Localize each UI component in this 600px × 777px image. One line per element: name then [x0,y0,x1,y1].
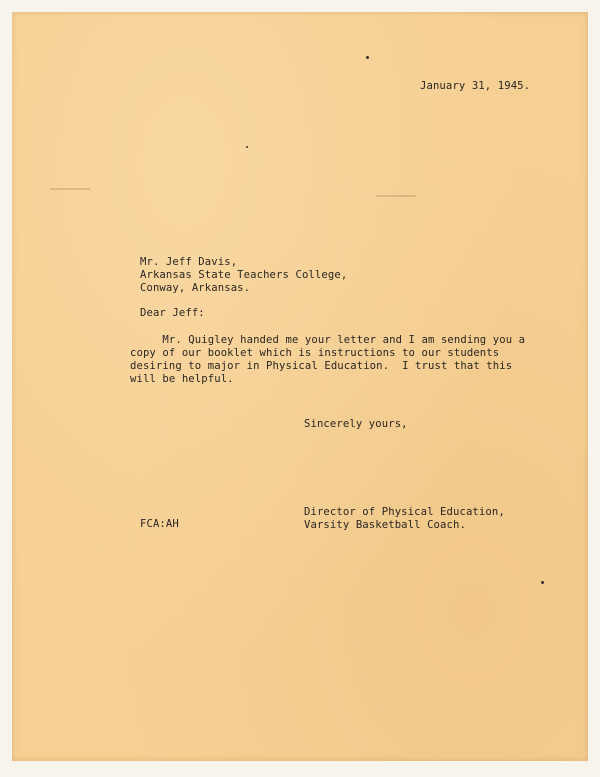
signature-title-line-2: Varsity Basketball Coach. [304,519,466,531]
recipient-city: Conway, Arkansas. [140,282,251,294]
closing: Sincerely yours, [304,418,408,430]
reference-initials: FCA:AH [140,518,179,530]
body-line-1: Mr. Quigley handed me your letter and I am sending you a [130,334,526,346]
paper-mark [376,195,416,197]
paper-speck [246,146,248,148]
recipient-institution: Arkansas State Teachers College, [140,269,348,281]
signature-title-line-1: Director of Physical Education, [304,506,505,518]
body-line-2: copy of our booklet which is instructions to our students [130,347,500,359]
body-line-3: desiring to major in Physical Education. I trust that this [130,360,513,372]
paper-speck [541,581,544,584]
paper-speck [366,56,369,59]
letter-date: January 31, 1945. [420,80,531,92]
recipient-name: Mr. Jeff Davis, [140,256,238,268]
body-line-4: will be helpful. [130,373,234,385]
letter-paper [12,12,588,761]
paper-mark [50,188,90,190]
salutation: Dear Jeff: [140,307,205,319]
